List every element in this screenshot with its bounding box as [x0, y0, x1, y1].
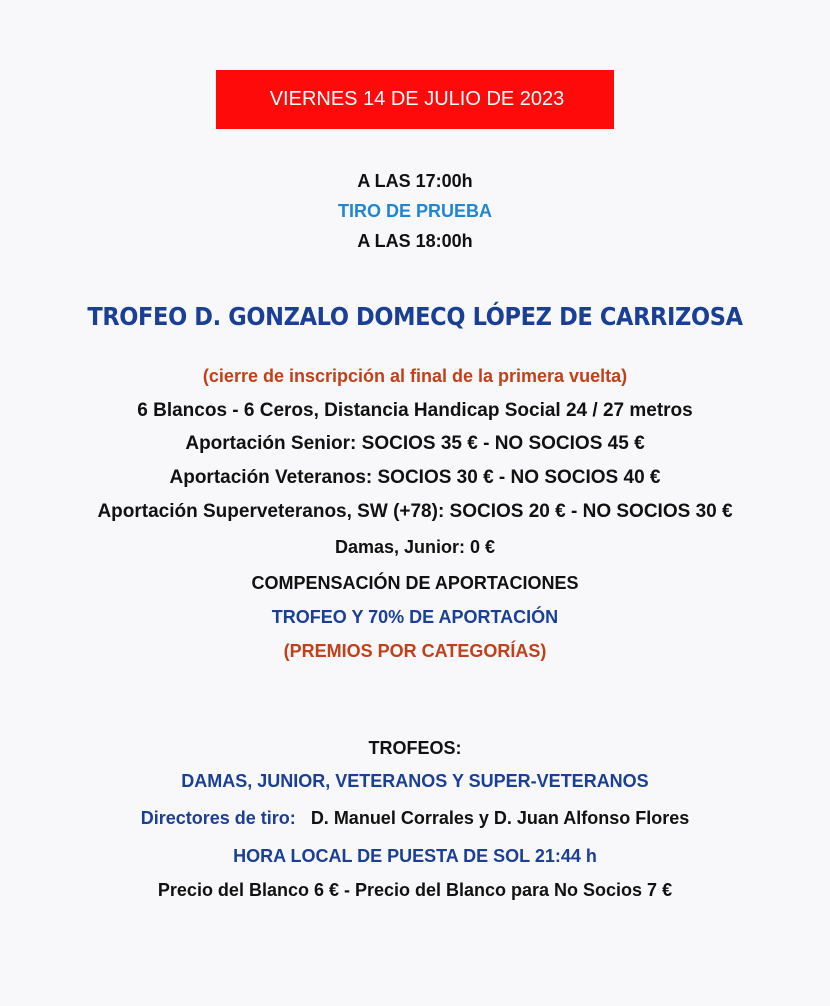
- format-line: 6 Blancos - 6 Ceros, Distancia Handicap Social 24 / 27 metros: [137, 400, 693, 421]
- prize-note: (PREMIOS POR CATEGORÍAS): [283, 641, 547, 661]
- trophy-title: TROFEO D. GONZALO DOMECQ LÓPEZ DE CARRIZOSA: [87, 302, 743, 331]
- prize-line: TROFEO Y 70% DE APORTACIÓN: [271, 607, 559, 627]
- schedule-time-1: A LAS 17:00h: [357, 171, 473, 191]
- trophies-label: TROFEOS:: [368, 738, 462, 758]
- sunset-time: HORA LOCAL DE PUESTA DE SOL 21:44 h: [233, 846, 597, 866]
- schedule-time-2: A LAS 18:00h: [357, 231, 473, 251]
- directors-names: D. Manuel Corrales y D. Juan Alfonso Flores: [310, 808, 690, 828]
- date-banner: VIERNES 14 DE JULIO DE 2023: [216, 70, 614, 129]
- schedule-event-1: TIRO DE PRUEBA: [337, 201, 492, 221]
- directors-line: [0, 808, 830, 829]
- fee-damas-junior: Damas, Junior: 0 €: [334, 537, 496, 557]
- fee-veteranos: Aportación Veteranos: SOCIOS 30 € - NO SOCIOS 40 €: [169, 467, 661, 488]
- registration-note: (cierre de inscripción al final de la primera vuelta): [202, 366, 628, 386]
- trophies-categories: DAMAS, JUNIOR, VETERANOS Y SUPER-VETERANOS: [181, 771, 649, 791]
- compensation-line: COMPENSACIÓN DE APORTACIONES: [251, 573, 579, 593]
- fee-superveteranos: Aportación Superveteranos, SW (+78): SOCIOS 20 € - NO SOCIOS 30 €: [97, 501, 733, 522]
- price-line: Precio del Blanco 6 € - Precio del Blanco para No Socios 7 €: [157, 880, 673, 900]
- fee-senior: Aportación Senior: SOCIOS 35 € - NO SOCIOS 45 €: [185, 433, 645, 454]
- directors-label: Directores de tiro:: [140, 808, 296, 828]
